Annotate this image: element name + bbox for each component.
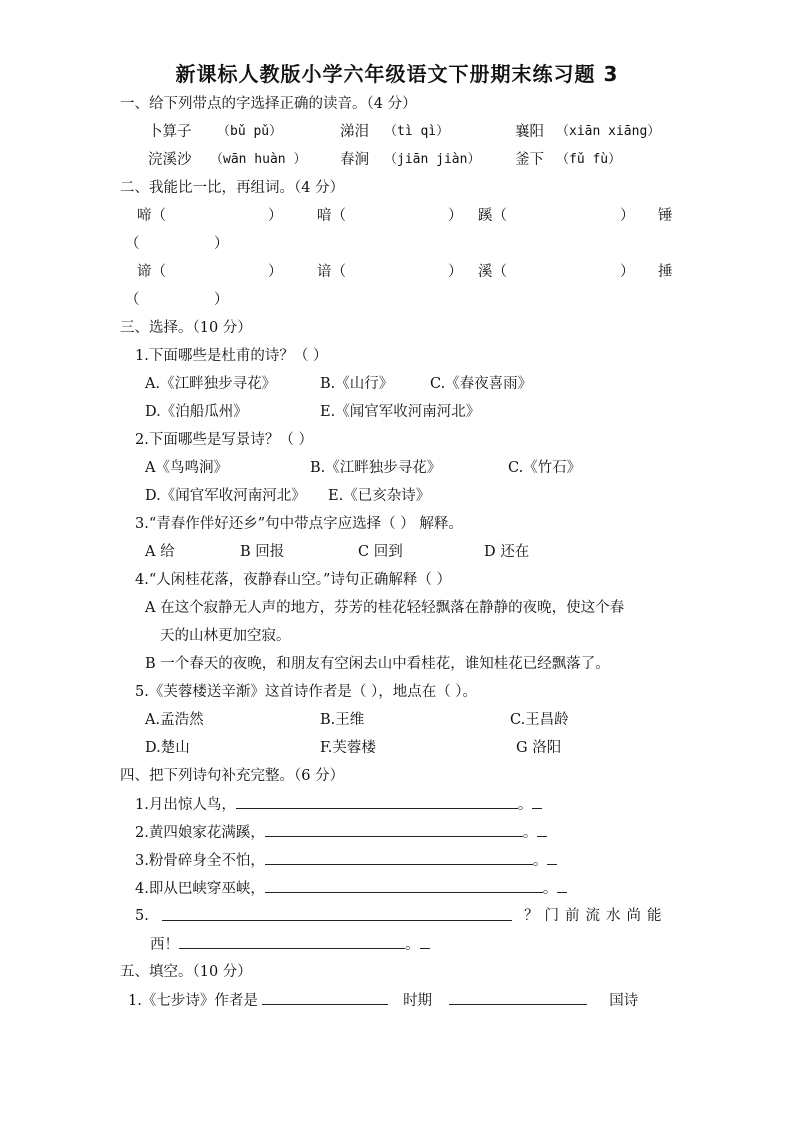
s4-line-5-cont-text: 西！ [150,937,179,953]
s5-period-label: 时期 [403,993,433,1009]
s2-r2-wrap-open: （ [125,292,140,308]
s4-line-1-answer-blank[interactable] [236,794,518,809]
s4-line-5-answer-blank[interactable] [162,906,512,921]
s3-q5-option-a: A.孟浩然 [145,712,204,728]
section-5-heading: 五、填空。（10 分） [120,964,252,980]
s2-r1-c1: 啼（ [137,208,166,224]
s5-author-blank[interactable] [262,990,388,1005]
s4-line-5-number: 5. [135,908,149,924]
s4-line-2-answer-blank[interactable] [265,822,523,837]
s4-line-4 [135,878,567,899]
s3-q2-option-a: A《鸟鸣涧》 [145,460,228,476]
s3-q3-option-b: B 回报 [240,544,285,560]
s2-r1-wrap-open: （ [125,236,140,252]
s1-item-6-options: （fǔ fù） [556,152,622,167]
s1-item-5-word: 春涧 [340,152,369,168]
s4-line-5-blank-wrap [162,906,512,927]
section-4-heading: 四、把下列诗句补充完整。（6 分） [120,768,345,784]
s2-r2-c3: 谙（ [317,264,346,280]
s3-q5-option-e: F.芙蓉楼 [320,740,376,756]
s4-line-5-cont [150,934,430,955]
s3-q2-option-d: D.《闻官军收河南河北》 [145,488,306,504]
s3-q5-option-c: C.王昌龄 [510,712,569,728]
s4-line-4-end: 。 [542,881,558,897]
s1-item-4-word: 浣溪沙 [148,152,192,168]
s3-q5-option-f: G 洛阳 [516,740,562,756]
s3-q1-option-d: D.《泊船瓜州》 [145,404,248,420]
s4-line-5-end: 。 [405,937,420,953]
s4-line-2-text: 2.黄四娘家花满蹊， [135,825,265,841]
s3-q2-option-b: B.《江畔独步寻花》 [310,460,442,476]
s1-item-6-word: 釜下 [515,152,544,168]
s4-line-1 [135,794,542,815]
s3-q3: 3.“青春作伴好还乡”句中带点字应选择（ ） 解释。 [135,516,463,532]
s3-q1-option-c: C.《春夜喜雨》 [430,376,533,392]
s3-q5: 5.《芙蓉楼送辛渐》这首诗作者是（ ），地点在（ ）。 [135,684,478,700]
s2-r2-c5: 溪（ [478,264,507,280]
s1-item-5-options: （jiān jiàn） [384,152,481,167]
section-2-heading: 二、我能比一比，再组词。（4 分） [120,180,345,196]
s4-line-5-text: ？门前流水尚能 [524,908,668,924]
s1-item-1-word: 卜算子 [148,124,192,140]
s2-r2-c6: ） [620,264,635,280]
s4-line-5-cont-answer-blank[interactable] [179,934,405,949]
s4-line-3-tail [547,850,557,865]
s4-line-5-tail [420,934,430,949]
s4-line-2-tail [537,822,547,837]
s2-r1-c4: ） [448,208,463,224]
s2-r1-c5: 蹊（ [478,208,507,224]
s2-r1-c7: 锤 [658,208,673,224]
section-1-heading: 一、给下列带点的字选择正确的读音。（4 分） [120,96,417,112]
s4-line-4-tail [557,878,567,893]
s3-q2-option-e: E.《已亥杂诗》 [328,488,431,504]
page-title: 新课标人教版小学六年级语文下册期末练习题 3 [175,62,619,86]
s3-q4: 4.“人闲桂花落，夜静春山空。”诗句正确解释（ ） [135,572,452,588]
s3-q4-option-b: B 一个春天的夜晚，和朋友有空闲去山中看桂花，谁知桂花已经飘落了。 [145,656,610,672]
s5-line-1 [128,990,638,1011]
s4-line-3-end: 。 [532,853,548,869]
s1-item-2-options: （tì qì） [384,124,450,139]
s5-line-1-text: 1.《七步诗》作者是 [128,993,258,1009]
s2-r2-c4: ） [448,264,463,280]
s2-r2-c7: 捶 [658,264,673,280]
s1-item-2-word: 涕泪 [340,124,369,140]
s3-q2: 2.下面哪些是写景诗？（ ） [135,432,313,448]
s3-q3-option-c: C 回到 [358,544,403,560]
s2-r1-c2: ） [268,208,283,224]
s2-r1-c3: 喑（ [317,208,346,224]
s1-item-4-options: （wān huàn ） [210,152,307,167]
s5-period-blank[interactable] [449,990,587,1005]
s3-q1-option-e: E.《闻官军收河南河北》 [320,404,481,420]
s2-r1-wrap-close: ） [214,236,229,252]
s3-q3-option-a: A 给 [145,544,175,560]
s4-line-1-end: 。 [517,797,533,813]
s1-item-1-options: （bǔ pǔ） [217,124,283,139]
s4-line-4-text: 4.即从巴峡穿巫峡， [135,881,265,897]
s4-line-3-text: 3.粉骨碎身全不怕， [135,853,265,869]
s2-r2-c1: 谛（ [137,264,166,280]
s3-q4-option-a-line2: 天的山林更加空寂。 [160,628,291,644]
s4-line-5 [135,906,149,926]
s3-q1-option-b: B.《山行》 [320,376,394,392]
s3-q1-option-a: A.《江畔独步寻花》 [145,376,277,392]
s2-r1-c6: ） [620,208,635,224]
s1-item-3-options: （xiān xiāng） [556,124,661,139]
s4-line-3-answer-blank[interactable] [265,850,533,865]
s3-q4-option-a-line1: A 在这个寂静无人声的地方，芬芳的桂花轻轻飘落在静静的夜晚，使这个春 [145,600,625,616]
s4-line-3 [135,850,557,871]
s4-line-1-tail [532,794,542,809]
s3-q1: 1.下面哪些是杜甫的诗？（ ） [135,348,328,364]
s4-line-2-end: 。 [522,825,538,841]
s2-r2-wrap-close: ） [214,292,229,308]
s4-line-1-text: 1.月出惊人鸟， [135,797,236,813]
s1-item-3-word: 襄阳 [515,124,544,140]
s3-q3-option-d: D 还在 [484,544,530,560]
s3-q5-option-d: D.楚山 [145,740,190,756]
s3-q5-option-b: B.王维 [320,712,365,728]
s5-country-label: 国诗 [609,993,639,1009]
section-3-heading: 三、选择。（10 分） [120,320,252,336]
s4-line-2 [135,822,547,843]
s3-q2-option-c: C.《竹石》 [508,460,582,476]
s4-line-4-answer-blank[interactable] [265,878,543,893]
s2-r2-c2: ） [268,264,283,280]
